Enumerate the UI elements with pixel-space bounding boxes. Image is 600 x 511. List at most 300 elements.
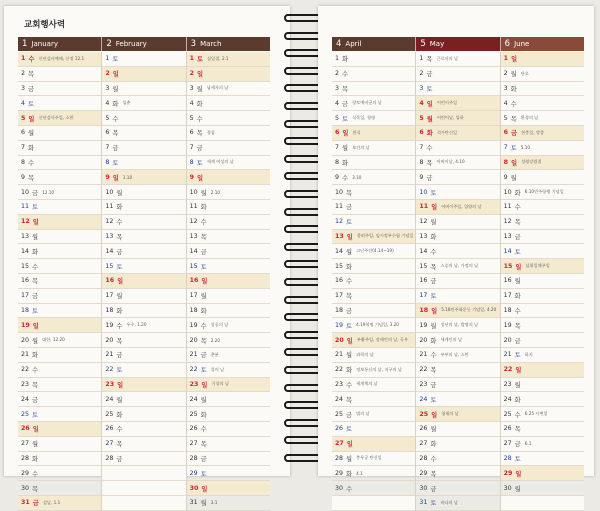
day-number: 29: [419, 469, 428, 477]
day-number: 20: [105, 336, 114, 344]
day-row: [501, 348, 584, 363]
day-row: [332, 422, 415, 437]
day-row: [332, 333, 415, 348]
day-row: [187, 52, 270, 67]
day-row: [332, 466, 415, 481]
day-number: 15: [189, 262, 198, 270]
day-note: 성령강림절: [521, 159, 542, 165]
weekday-label: 일: [431, 204, 438, 212]
day-row: [332, 244, 415, 259]
day-row: [102, 259, 185, 274]
day-note: 4.19혁명 기념일, 3.20: [356, 322, 399, 328]
day-row: [332, 348, 415, 363]
weekday-label: 화: [200, 307, 207, 315]
day-number: 6: [335, 129, 340, 137]
day-number: 28: [105, 454, 114, 462]
day-note: 어버이주일, 입양의 날: [441, 203, 482, 209]
month-name: April: [345, 40, 362, 48]
day-number: 2: [105, 70, 110, 78]
day-number: 10: [503, 188, 512, 196]
weekday-label: 수: [32, 367, 39, 375]
weekday-label: 목: [346, 189, 353, 197]
day-number: 17: [503, 292, 512, 300]
weekday-label: 금: [346, 204, 353, 212]
day-number: 1: [503, 55, 509, 63]
day-row: [18, 170, 101, 185]
day-row: [416, 304, 499, 319]
weekday-label: 목: [514, 322, 521, 330]
month-header-right: [332, 37, 584, 51]
day-number: 27: [21, 440, 30, 448]
day-number: 21: [335, 351, 344, 359]
weekday-label: 월: [32, 233, 39, 241]
weekday-label: 화: [200, 204, 207, 212]
day-number: 25: [419, 410, 429, 418]
day-row: [18, 496, 101, 511]
weekday-label: 화: [116, 307, 123, 315]
month-number: 3: [190, 39, 197, 49]
weekday-label: 목: [28, 71, 35, 79]
day-note: 물의 날: [210, 366, 225, 372]
day-number: 29: [189, 469, 198, 477]
day-number: 29: [21, 469, 30, 477]
weekday-label: 화: [346, 263, 353, 271]
day-row: [187, 170, 270, 185]
day-number: 24: [335, 395, 344, 403]
day-row: [332, 378, 415, 393]
weekday-label: 목: [346, 293, 353, 301]
weekday-label: 일: [346, 233, 353, 241]
month-name: May: [429, 40, 445, 48]
day-row: [18, 200, 101, 215]
day-row: [187, 215, 270, 230]
day-number: 5: [419, 114, 424, 122]
weekday-label: 화: [32, 455, 39, 463]
day-row: [187, 111, 270, 126]
weekday-label: 금: [514, 233, 521, 241]
day-row: [102, 274, 185, 289]
weekday-label: 토: [112, 159, 119, 167]
weekday-label: 수: [200, 426, 207, 434]
day-row: [187, 274, 270, 289]
weekday-label: 일: [112, 174, 119, 182]
day-number: 7: [335, 144, 340, 152]
day-number: 15: [335, 262, 344, 270]
weekday-label: 화: [514, 189, 521, 197]
day-number: 2: [189, 70, 195, 78]
day-row: [332, 407, 415, 422]
day-number: 23: [21, 380, 30, 388]
day-number: 22: [419, 366, 428, 374]
weekday-label: 일: [426, 100, 433, 108]
left-page: [4, 6, 290, 508]
calendar-grid-right: [332, 52, 584, 511]
day-row: [416, 363, 499, 378]
weekday-label: 목: [200, 441, 207, 449]
day-row: [332, 481, 415, 496]
day-number: 7: [21, 144, 26, 152]
weekday-label: 화: [196, 100, 203, 108]
weekday-label: 토: [430, 500, 437, 508]
month-header-february: [102, 37, 186, 51]
weekday-label: 월: [514, 381, 521, 389]
day-number: 3: [105, 84, 110, 92]
day-number: 28: [503, 454, 512, 462]
day-note: 4.1: [356, 470, 363, 476]
month-header-april: [332, 37, 416, 51]
day-row: [102, 289, 185, 304]
day-row: [102, 437, 185, 452]
day-note: 현충일, 망종: [521, 129, 545, 135]
weekday-label: 일: [117, 381, 124, 389]
weekday-label: 화: [430, 337, 437, 345]
day-number: 4: [105, 99, 110, 107]
day-number: 2: [419, 70, 424, 78]
day-note: 향토예비군의 날: [352, 100, 382, 106]
weekday-label: 목: [116, 441, 123, 449]
day-row: [102, 215, 185, 230]
weekday-label: 목: [32, 381, 39, 389]
day-number: 5: [335, 114, 340, 122]
weekday-label: 월: [514, 278, 521, 286]
day-number: 9: [503, 173, 508, 181]
day-row: [332, 200, 415, 215]
day-row: [416, 126, 499, 141]
day-row: [501, 96, 584, 111]
day-number: 8: [105, 158, 110, 166]
month-number: 6: [504, 39, 511, 49]
day-number: 28: [21, 454, 30, 462]
day-number: 29: [335, 469, 344, 477]
day-row: [18, 333, 101, 348]
day-number: 15: [105, 262, 114, 270]
day-row: [332, 82, 415, 97]
day-row: [102, 126, 185, 141]
day-number: 31: [21, 499, 30, 507]
day-number: 22: [189, 366, 198, 374]
day-row: [187, 333, 270, 348]
weekday-label: 토: [514, 455, 521, 463]
day-row: [332, 52, 415, 67]
month-name: June: [514, 40, 530, 48]
weekday-label: 금: [514, 337, 521, 345]
day-row: [102, 96, 185, 111]
day-row: [18, 259, 101, 274]
day-row: [332, 304, 415, 319]
day-row: [416, 289, 499, 304]
day-row: [102, 185, 185, 200]
weekday-label: 목: [342, 85, 349, 93]
day-number: 16: [105, 277, 115, 285]
month-column: [416, 52, 500, 511]
day-row: [187, 230, 270, 245]
day-number: 24: [105, 395, 114, 403]
day-note: 우수, 1.20: [126, 322, 147, 328]
day-number: 11: [503, 203, 512, 211]
day-number: 27: [189, 440, 198, 448]
day-row: [501, 52, 584, 67]
day-row: [501, 452, 584, 467]
day-number: 22: [21, 366, 30, 374]
day-row: [416, 348, 499, 363]
day-number: 7: [189, 144, 194, 152]
day-row: [102, 244, 185, 259]
day-number: 20: [21, 336, 30, 344]
day-number: 24: [21, 395, 30, 403]
day-number: 13: [503, 232, 512, 240]
month-column: [18, 52, 102, 511]
day-number: 1: [21, 55, 26, 63]
day-note: 2.10: [210, 189, 221, 195]
day-number: 9: [21, 173, 26, 181]
day-number: 17: [105, 292, 114, 300]
weekday-label: 금: [32, 396, 39, 404]
day-note: 성년의 날, 발명의 날: [440, 322, 479, 328]
day-number: 14: [419, 247, 428, 255]
day-note: 신년감사주일, 소한: [38, 115, 74, 121]
day-row: [102, 496, 185, 511]
day-note: 환경의 날: [520, 115, 539, 121]
day-row: [18, 481, 101, 496]
day-row: [501, 230, 584, 245]
day-row: [187, 407, 270, 422]
weekday-label: 토: [116, 263, 123, 271]
day-note: 3.1: [210, 500, 218, 506]
day-row: [102, 230, 185, 245]
day-row: [332, 156, 415, 171]
page-title: 교회행사력: [24, 20, 66, 30]
weekday-label: 월: [430, 322, 437, 330]
month-header-left: [18, 37, 270, 51]
day-number: 25: [105, 410, 114, 418]
day-row: [416, 259, 499, 274]
day-number: 5: [21, 114, 26, 122]
day-number: 2: [21, 70, 26, 78]
weekday-label: 토: [426, 85, 433, 93]
weekday-label: 수: [510, 100, 517, 108]
day-number: 3: [189, 84, 194, 92]
day-number: 21: [105, 351, 114, 359]
day-row: [501, 496, 584, 511]
weekday-label: 일: [511, 159, 518, 167]
weekday-label: 목: [32, 278, 39, 286]
day-note: 과학의 날: [356, 351, 374, 357]
day-number: 17: [189, 292, 198, 300]
calendar-grid-left: [18, 52, 270, 511]
day-number: 1: [105, 55, 110, 63]
day-number: 24: [503, 395, 512, 403]
day-number: 20: [419, 336, 428, 344]
day-number: 1: [335, 55, 340, 63]
weekday-label: 목: [116, 337, 123, 345]
weekday-label: 목: [112, 130, 119, 138]
weekday-label: 금: [32, 189, 39, 197]
day-number: 8: [21, 158, 26, 166]
day-row: [187, 437, 270, 452]
weekday-label: 수: [196, 115, 203, 123]
day-row: [102, 318, 185, 333]
day-row: [187, 422, 270, 437]
day-row: [187, 496, 270, 511]
day-row: [18, 392, 101, 407]
weekday-label: 수: [28, 159, 35, 167]
day-number: 20: [503, 336, 512, 344]
weekday-label: 월: [346, 352, 353, 360]
day-row: [416, 407, 499, 422]
weekday-label: 토: [346, 219, 353, 227]
weekday-label: 수: [116, 426, 123, 434]
day-row: [332, 185, 415, 200]
weekday-label: 화: [426, 130, 433, 138]
day-number: 27: [419, 440, 428, 448]
day-row: [332, 452, 415, 467]
weekday-label: 토: [514, 248, 521, 256]
day-number: 28: [419, 454, 428, 462]
day-number: 19: [21, 321, 30, 329]
day-number: 18: [419, 306, 429, 314]
weekday-label: 금: [514, 441, 521, 449]
day-number: 23: [189, 380, 199, 388]
day-number: 11: [335, 203, 344, 211]
day-note: 정보통신의 날, 지구의 날: [356, 366, 402, 372]
weekday-label: 월: [32, 441, 39, 449]
day-row: [102, 141, 185, 156]
day-row: [416, 244, 499, 259]
day-number: 8: [503, 158, 509, 166]
day-number: 1: [419, 55, 424, 63]
day-row: [416, 452, 499, 467]
day-number: 6: [419, 129, 424, 137]
day-row: [187, 452, 270, 467]
day-row: [18, 126, 101, 141]
weekday-label: 목: [430, 470, 437, 478]
day-number: 29: [503, 469, 513, 477]
weekday-label: 화: [514, 293, 521, 301]
weekday-label: 금: [28, 85, 35, 93]
day-number: 19: [419, 321, 428, 329]
weekday-label: 월: [430, 426, 437, 434]
day-row: [332, 363, 415, 378]
day-row: [501, 156, 584, 171]
day-note: 2.20: [210, 337, 221, 343]
weekday-label: 화: [200, 411, 207, 419]
day-number: 8: [189, 158, 194, 166]
day-number: 30: [419, 484, 428, 492]
day-number: 26: [335, 425, 344, 433]
weekday-label: 금: [116, 248, 123, 256]
weekday-label: 일: [342, 130, 349, 138]
day-number: 5: [189, 114, 194, 122]
month-column: [332, 52, 416, 511]
day-row: [501, 289, 584, 304]
day-row: [18, 96, 101, 111]
month-header-june: [501, 37, 584, 51]
day-note: 경칩: [206, 129, 215, 135]
day-number: 13: [419, 232, 428, 240]
day-row: [18, 156, 101, 171]
day-number: 30: [21, 484, 30, 492]
weekday-label: 월: [32, 337, 39, 345]
day-row: [187, 96, 270, 111]
weekday-label: 금: [346, 307, 353, 315]
day-number: 10: [105, 188, 114, 196]
day-number: 23: [105, 380, 115, 388]
weekday-label: 금: [430, 381, 437, 389]
day-number: 19: [105, 321, 114, 329]
day-number: 11: [105, 203, 114, 211]
day-number: 11: [189, 203, 198, 211]
weekday-label: 일: [112, 71, 119, 79]
day-number: 25: [503, 410, 512, 418]
day-row: [187, 141, 270, 156]
day-number: 10: [189, 188, 198, 196]
weekday-label: 수: [200, 322, 207, 330]
weekday-label: 수: [200, 219, 207, 227]
weekday-label: 월: [196, 85, 203, 93]
weekday-label: 토: [430, 293, 437, 301]
day-row: [18, 244, 101, 259]
day-number: 4: [335, 99, 340, 107]
day-row: [187, 304, 270, 319]
day-row: [332, 230, 415, 245]
weekday-label: 일: [515, 367, 522, 375]
weekday-label: 월: [28, 130, 35, 138]
day-note: 부부의 날, 소만: [440, 351, 469, 357]
day-row: [332, 141, 415, 156]
day-number: 24: [189, 395, 198, 403]
day-row: [332, 111, 415, 126]
weekday-label: 일: [117, 278, 124, 286]
day-note: 세계책의 날: [356, 381, 378, 387]
weekday-label: 금: [426, 71, 433, 79]
day-number: 30: [503, 484, 512, 492]
weekday-label: 월: [116, 293, 123, 301]
day-row: [501, 437, 584, 452]
month-header-march: [187, 37, 270, 51]
weekday-label: 토: [32, 411, 39, 419]
weekday-label: 화: [112, 100, 119, 108]
day-number: 9: [419, 173, 424, 181]
day-row: [102, 111, 185, 126]
day-row: [18, 348, 101, 363]
month-name: February: [115, 40, 147, 48]
weekday-label: 금: [196, 145, 203, 153]
weekday-label: 수: [346, 485, 353, 493]
weekday-label: 일: [197, 71, 204, 79]
day-row: [416, 52, 499, 67]
day-number: 16: [503, 277, 512, 285]
weekday-label: 월: [200, 396, 207, 404]
month-header-january: [18, 37, 102, 51]
weekday-label: 월: [430, 219, 437, 227]
day-row: [187, 392, 270, 407]
weekday-label: 금: [430, 485, 437, 493]
day-row: [102, 392, 185, 407]
day-number: 21: [419, 351, 428, 359]
day-row: [187, 200, 270, 215]
day-number: 13: [21, 232, 30, 240]
weekday-label: 금: [430, 278, 437, 286]
day-row: [416, 378, 499, 393]
weekday-label: 수: [430, 455, 437, 463]
day-number: 26: [189, 425, 198, 433]
day-note: 한식: [352, 129, 361, 135]
day-number: 24: [419, 395, 428, 403]
weekday-label: 목: [196, 130, 203, 138]
day-note: 기상의 날: [211, 381, 230, 387]
day-note: 바다의 날: [440, 499, 458, 505]
day-row: [187, 318, 270, 333]
